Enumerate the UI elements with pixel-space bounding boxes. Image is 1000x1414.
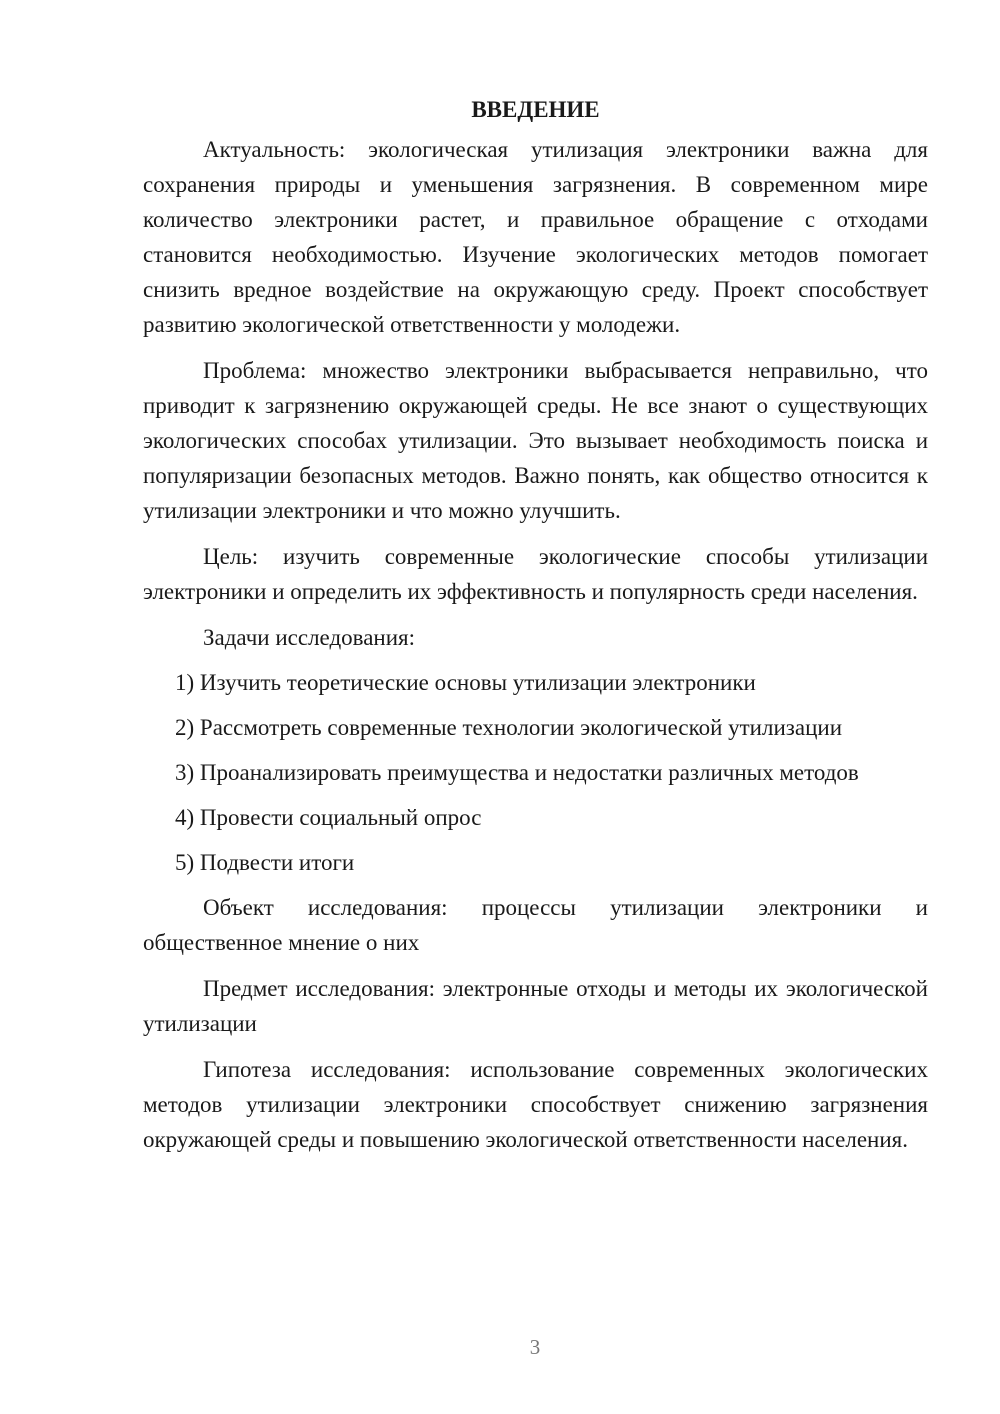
page-number: 3 bbox=[529, 1335, 541, 1359]
task-list bbox=[143, 665, 928, 880]
section-heading: ВВЕДЕНИЕ bbox=[471, 97, 600, 122]
task-item: 1) Изучить теоретические основы утилизации электроники bbox=[175, 670, 756, 695]
task-item: 4) Провести социальный опрос bbox=[175, 805, 482, 830]
task-item: 5) Подвести итоги bbox=[175, 850, 355, 875]
hypothesis-paragraph: Гипотеза исследования: использование современных экологических методов утилизации электроники способствует снижению загрязнения окружающей среды и повышению экологической ответственности населения. bbox=[143, 1057, 928, 1152]
object-paragraph: Объект исследования: процессы утилизации электроники и общественное мнение о них bbox=[143, 895, 928, 955]
subject-paragraph: Предмет исследования: электронные отходы и методы их экологической утилизации bbox=[143, 976, 928, 1036]
page-content bbox=[143, 92, 928, 1157]
task-item: 2) Рассмотреть современные технологии экологической утилизации bbox=[175, 715, 842, 740]
tasks-intro: Задачи исследования: bbox=[203, 625, 416, 650]
goal-paragraph: Цель: изучить современные экологические способы утилизации электроники и определить их эффективность и популярность среди населения. bbox=[143, 544, 928, 604]
problem-paragraph: Проблема: множество электроники выбрасывается неправильно, что приводит к загрязнению окружающей среды. Не все знают о существующих экологических способах утилизации. Это вызывает необходимость поиска и популяризации безопасных методов. Важно понять, как общество относится к утилизации электроники и что можно улучшить. bbox=[143, 358, 928, 523]
task-item: 3) Проанализировать преимущества и недостатки различных методов bbox=[175, 760, 859, 785]
relevance-paragraph: Актуальность: экологическая утилизация электроники важна для сохранения природы и уменьшения загрязнения. В современном мире количество электроники растет, и правильное обращение с отходами становится необходимостью. Изучение экологических методов помогает снизить вредное воздействие на окружающую среду. Проект способствует развитию экологической ответственности у молодежи. bbox=[143, 137, 928, 337]
